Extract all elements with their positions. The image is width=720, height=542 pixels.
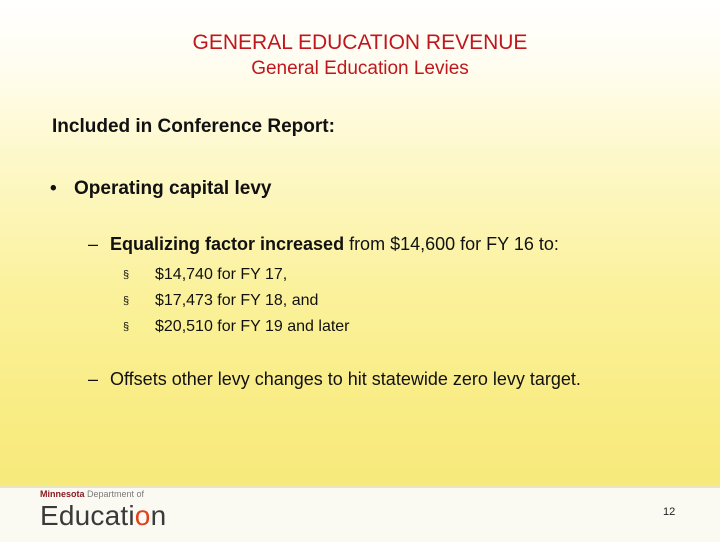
logo-main-b: n	[150, 500, 167, 531]
dash-marker: –	[88, 234, 99, 254]
intro-text: Included in Conference Report:	[52, 116, 335, 137]
dash-text: from $14,600 for FY 16 to:	[344, 234, 559, 254]
page-number: 12	[663, 506, 676, 518]
dash-marker: –	[88, 369, 99, 389]
slide-title	[0, 30, 720, 81]
dash-item-equalizing	[88, 234, 559, 255]
sub-item-text: $20,510 for FY 19 and later	[155, 318, 350, 335]
logo-main-a: Educati	[40, 500, 135, 531]
square-bullet-icon: §	[123, 295, 130, 307]
bullet-text: Operating capital levy	[74, 178, 272, 199]
sub-item	[123, 288, 350, 314]
square-bullet-icon: §	[123, 321, 130, 333]
bullet-marker: •	[50, 178, 57, 199]
sub-item	[123, 262, 350, 288]
logo-dept: Department of	[84, 489, 145, 499]
sub-item-text: $14,740 for FY 17,	[155, 266, 288, 283]
title-line1: GENERAL EDUCATION REVENUE	[192, 31, 528, 54]
square-bullet-icon: §	[123, 269, 130, 281]
logo-subtitle	[40, 489, 166, 500]
logo-state: Minnesota	[40, 489, 85, 499]
sub-item-text: $17,473 for FY 18, and	[155, 292, 319, 309]
sub-item	[123, 314, 350, 340]
logo-wordmark	[40, 500, 166, 532]
sub-list	[123, 262, 350, 340]
dash-item-offsets	[88, 369, 581, 390]
mde-logo	[40, 489, 166, 532]
dash-text: Offsets other levy changes to hit statewide zero levy target.	[110, 369, 581, 389]
apple-icon: o	[134, 500, 151, 531]
title-line2: General Education Levies	[251, 58, 469, 79]
bullet-item	[50, 178, 271, 200]
dash-bold-text: Equalizing factor increased	[110, 234, 345, 254]
